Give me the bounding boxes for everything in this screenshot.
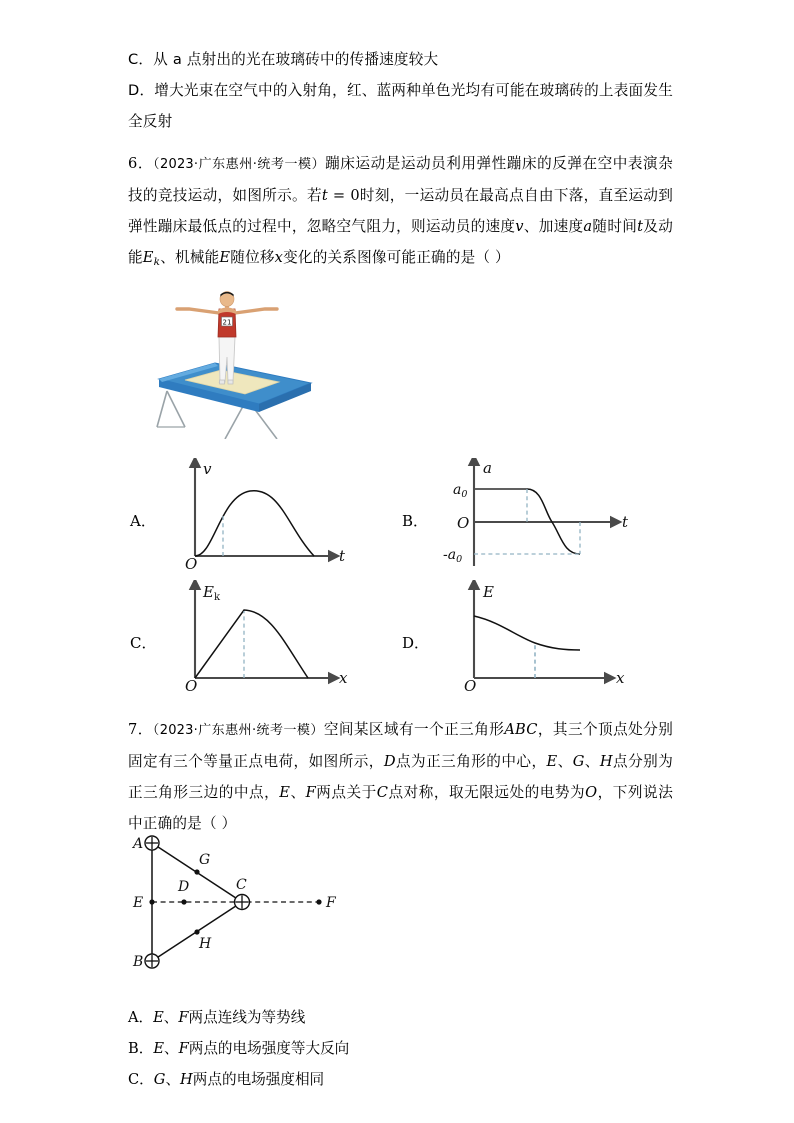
point-H (194, 929, 199, 934)
option-a-origin-label: O (185, 555, 198, 573)
option-b-separator: 、 (163, 1040, 179, 1057)
question-7-text-4: 、 (557, 753, 573, 770)
option-c-symbol-1: G (153, 1071, 166, 1088)
option-a-chart (162, 458, 367, 573)
symbol-x: x (274, 249, 284, 266)
question-6-text-4: 随时间 (592, 218, 638, 235)
symbol-Ek-subscript: k (153, 255, 161, 268)
symbol-Ek: E (142, 249, 154, 266)
question-7-text-3: 点为正三角形的中心， (395, 753, 547, 770)
question-7-option-c (128, 1064, 673, 1095)
option-a-separator: 、 (163, 1009, 179, 1026)
question-6-source: （2023·广东惠州·统考一模） (152, 157, 326, 172)
athlete-bib-number: 21 (222, 318, 232, 327)
option-a-text: 两点连线为等势线 (188, 1009, 306, 1026)
symbol-F-point: F (305, 784, 316, 801)
label-F: F (326, 895, 336, 911)
symbol-equals-zero: = 0 (327, 187, 360, 204)
question-7-option-a (128, 1002, 673, 1033)
question-7-source: （2023·广东惠州·统考一模） (152, 723, 324, 738)
triangle-charges-svg (128, 833, 378, 973)
question-7-text-6: 点分别为正三角形三边的中点， (128, 753, 673, 801)
label-A: A (133, 836, 144, 852)
carryover-option-d: D．增大光束在空气中的入射角，红、蓝两种单色光均有可能在玻璃砖的上表面发生全反射 (128, 82, 673, 130)
option-b-y-tick-negative: $-a_0$ (443, 547, 463, 565)
question-7-text-5: 、 (584, 753, 600, 770)
option-b-text: 两点的电场强度等大反向 (188, 1040, 350, 1057)
option-a-symbol-2: F (178, 1009, 189, 1026)
question-6-text-3: 、加速度 (523, 218, 584, 235)
option-b-y-tick-positive: $a_0$ (453, 482, 468, 500)
label-C: C (236, 877, 247, 893)
option-c-x-label: x (339, 669, 348, 687)
option-c-text: 两点的电场强度相同 (192, 1071, 325, 1088)
option-d-label: D． (402, 634, 430, 652)
option-d-mechanical-energy-displacement (400, 580, 673, 695)
question-7-stem (128, 714, 673, 839)
question-7-text-9: 点对称，取无限远处的电势为 (388, 784, 586, 801)
option-a-curve (195, 491, 314, 556)
option-b-origin-label: O (457, 514, 470, 532)
question-7-number: 7． (128, 721, 153, 738)
label-H: H (199, 936, 212, 952)
charge-C (235, 895, 250, 910)
question-6-text-2: 时刻，一运动员在最高点自由下落，直至运动到弹性蹦床最低点的过程中，忽略空气阻力，则运动员的速度 (128, 187, 674, 235)
equilateral-triangle-charges-diagram (128, 833, 378, 973)
question-6-text-5: 及动能 (128, 218, 673, 266)
question-6-text-1: 蹦床运动是运动员利用弹性蹦床的反弹在空中表演杂技的竞技运动，如图所示。若 (128, 155, 673, 204)
carryover-option-c: C．从 a 点射出的光在玻璃砖中的传播速度较大 (128, 51, 439, 68)
option-a-symbol-1: E (153, 1009, 164, 1026)
question-7-text-7: 、 (290, 784, 306, 801)
option-d-origin-label: O (464, 677, 477, 695)
symbol-E: E (219, 249, 231, 266)
page-content (128, 44, 673, 278)
option-b-symbol-2: F (178, 1040, 189, 1057)
question-7-text-2: ，其三个顶点处分别固定有三个等量正点电荷，如图所示， (128, 721, 673, 770)
question-6-option-graphs (128, 458, 673, 698)
charge-B (145, 954, 159, 968)
label-D: D (178, 879, 190, 895)
option-b-y-label: a (483, 459, 492, 477)
trampoline-svg (155, 287, 315, 439)
option-c-marker: C． (128, 1071, 154, 1088)
option-c-origin-label: O (185, 677, 198, 695)
option-d-y-label: E (483, 583, 494, 601)
symbol-E-point: E (546, 753, 558, 770)
symbol-E-point-2: E (279, 784, 291, 801)
option-c-y-label: $E_k$ (203, 583, 221, 603)
question-6-stem (128, 148, 673, 278)
question-7-text-10: ，下列说法中正确的是（ ） (128, 784, 673, 832)
option-c-curve (195, 610, 308, 678)
option-b-chart (434, 458, 662, 573)
option-a-y-label: v (203, 460, 212, 478)
label-G: G (199, 852, 211, 868)
symbol-D: D (383, 753, 396, 770)
option-c-separator: 、 (165, 1071, 181, 1088)
symbol-ABC: ABC (504, 721, 538, 738)
option-b-x-label: t (622, 513, 629, 531)
question-7-text-8: 两点关于 (315, 784, 377, 801)
option-b-symbol-1: E (153, 1040, 164, 1057)
symbol-O-potential: O (585, 784, 598, 801)
athlete-arm-left (177, 309, 219, 313)
question-6-number: 6． (128, 155, 153, 172)
charge-A (145, 836, 159, 850)
question-7-block (128, 714, 673, 839)
option-c-chart (162, 580, 367, 695)
option-d-x-label: x (616, 669, 625, 687)
symbol-C-point: C (376, 784, 389, 801)
symbol-H-point: H (599, 753, 613, 770)
point-G (194, 869, 199, 874)
athlete-arm-right (235, 309, 277, 313)
question-7-text-1: 空间某区域有一个正三角形 (323, 721, 505, 738)
symbol-t-2: t (637, 218, 644, 235)
question-7-options (128, 1002, 673, 1095)
option-b-acceleration-time (400, 458, 673, 573)
option-c-label: C． (130, 634, 157, 652)
option-a-marker: A． (128, 1009, 154, 1026)
option-d-chart (434, 580, 662, 695)
symbol-G-point: G (572, 753, 585, 770)
question-6-text-7: 随位移 (230, 249, 275, 266)
point-E (149, 899, 154, 904)
option-c-kinetic-energy-displacement (128, 580, 378, 695)
point-F (316, 899, 321, 904)
label-E: E (133, 895, 144, 911)
point-D (181, 899, 186, 904)
option-d-curve (474, 616, 580, 650)
trampoline-illustration (155, 287, 315, 439)
option-b-label: B． (402, 512, 429, 530)
symbol-a: a (583, 218, 593, 235)
option-b-marker: B． (128, 1040, 154, 1057)
question-6-text-8: 变化的关系图像可能正确的是（ ） (283, 249, 510, 266)
label-B: B (133, 954, 144, 970)
symbol-v: v (515, 218, 524, 235)
question-7-option-b (128, 1033, 673, 1064)
option-a-velocity-time (128, 458, 378, 573)
question-6-text-6: 、机械能 (160, 249, 220, 266)
symbol-t: t (321, 187, 328, 204)
option-c-symbol-2: H (180, 1071, 193, 1088)
option-a-x-label: t (339, 547, 346, 565)
option-a-label: A． (130, 512, 156, 530)
